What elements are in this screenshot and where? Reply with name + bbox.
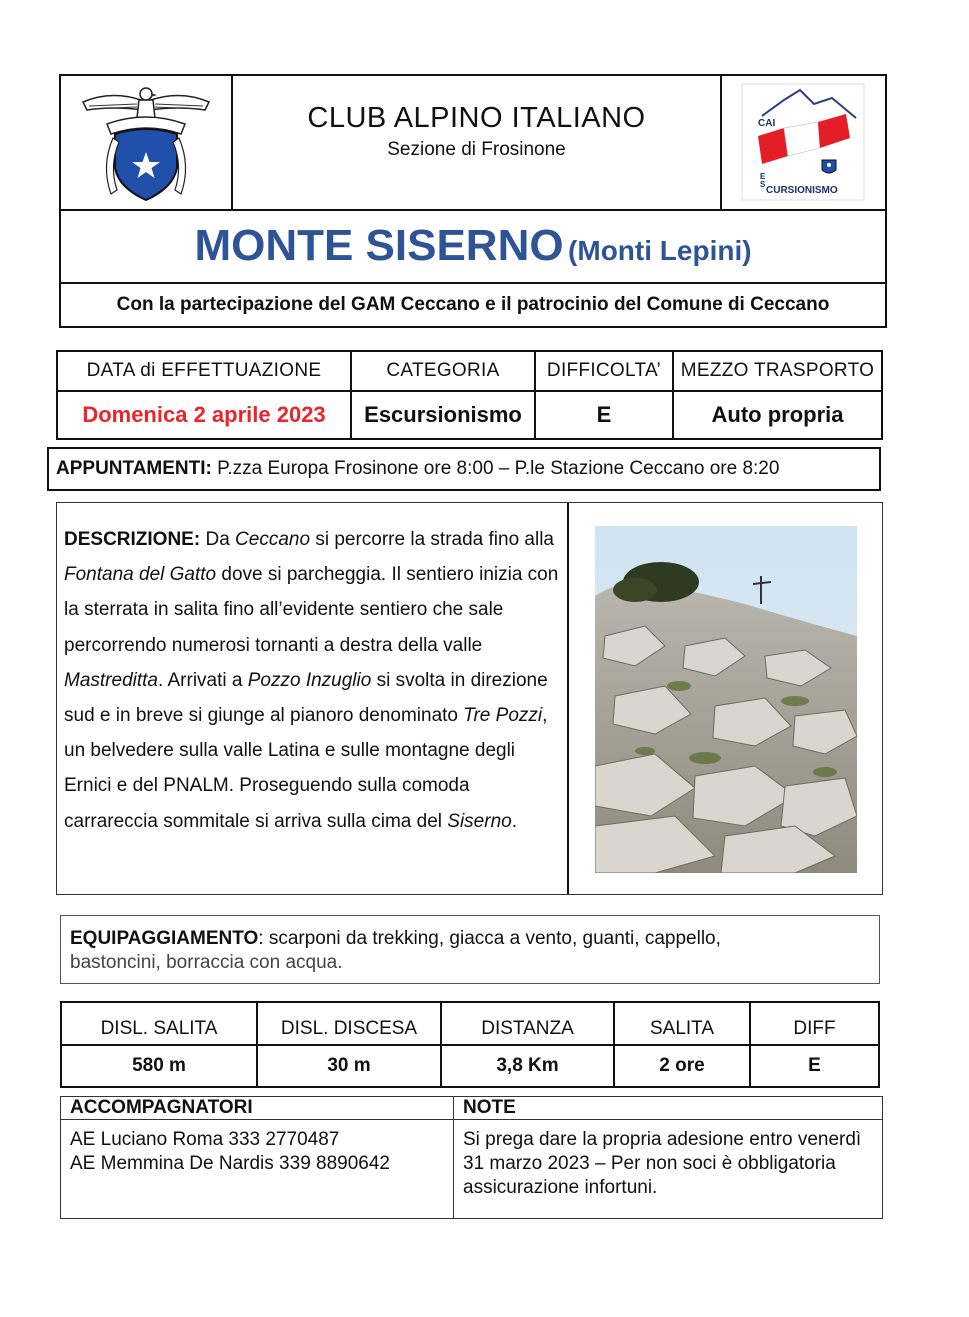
equipment-text-continued: bastoncini, borraccia con acqua. (70, 952, 343, 973)
desc-segment: dove si parcheggia. Il sentiero inizia con la sterrata in salita fino all’evidente sentiero che sale percorrendo numerosi tornanti a destra della valle (64, 564, 559, 656)
appointments-text: P.zza Europa Frosinone ore 8:00 – P.le Stazione Ceccano ore 8:20 (211, 458, 780, 479)
org-name: CLUB ALPINO ITALIANO (307, 102, 646, 134)
equipment-box (60, 915, 880, 984)
transport-header: MEZZO TRASPORTO (673, 351, 882, 391)
guides-cell (61, 1120, 454, 1219)
org-section: Sezione di Frosinone (387, 139, 566, 160)
description-label: DESCRIZIONE: (64, 529, 201, 550)
escursionismo-icon (722, 76, 885, 209)
patronage-line: Con la partecipazione del GAM Ceccano e il patrocinio del Comune di Ceccano (116, 294, 830, 315)
appointments-label: APPUNTAMENTI: (56, 458, 212, 479)
ascent-value: 580 m (61, 1045, 257, 1087)
desc-segment: . Arrivati a (157, 669, 248, 691)
ascent-header: DISL. SALITA (61, 1002, 257, 1045)
event-subtitle: (Monti Lepini) (568, 235, 752, 266)
mountain-summit-image (595, 526, 857, 873)
category-header: CATEGORIA (351, 351, 535, 391)
diff-value: E (750, 1045, 879, 1087)
svg-text:S: S (760, 180, 766, 189)
event-info-table (56, 350, 883, 440)
header-block (59, 74, 887, 328)
descent-header: DISL. DISCESA (257, 1002, 441, 1045)
event-title: MONTE SISERNO (194, 221, 564, 270)
summit-photo (595, 526, 857, 873)
difficulty-value: E (535, 391, 673, 439)
svg-text:E: E (760, 172, 766, 181)
place-name: Pozzo Inzuglio (247, 669, 372, 691)
time-header: SALITA (614, 1002, 750, 1045)
contacts-value-row (61, 1120, 883, 1219)
guide-contact: AE Luciano Roma 333 2770487 (70, 1129, 340, 1150)
distance-value: 3,8 Km (441, 1045, 614, 1087)
time-value: 2 ore (614, 1045, 750, 1087)
diff-header: DIFF (750, 1002, 879, 1045)
desc-segment: si svolta in direzione sud e in breve si giunge al pianoro denominato (64, 669, 548, 727)
equipment-text: : scarponi da trekking, giacca a vento, guanti, cappello, (258, 928, 721, 949)
desc-segment: . (511, 810, 517, 832)
place-name: Ceccano (235, 529, 311, 550)
eagle-shield-icon (61, 76, 231, 209)
event-title-row (61, 209, 885, 284)
route-stats-table (60, 1001, 880, 1088)
place-name: Siserno (447, 810, 512, 832)
info-header-row (57, 351, 882, 391)
notes-cell: Si prega dare la propria adesione entro venerdì 31 marzo 2023 – Per non soci è obbligatoria assicurazione infortuni. (454, 1120, 883, 1219)
date-header: DATA di EFFETTUAZIONE (57, 351, 351, 391)
contacts-header-row (61, 1097, 883, 1120)
cai-escursionismo-logo (720, 76, 885, 209)
description-box (56, 502, 883, 895)
stats-header-row (61, 1002, 879, 1045)
notes-header: NOTE (454, 1097, 883, 1120)
distance-header: DISTANZA (441, 1002, 614, 1045)
desc-segment: Da (200, 529, 236, 550)
svg-text:CURSIONISMO: CURSIONISMO (766, 185, 838, 196)
contacts-table (60, 1096, 883, 1219)
place-name: Mastreditta (64, 669, 158, 691)
description-text (57, 503, 569, 894)
header-top-row (61, 76, 885, 211)
info-value-row (57, 391, 882, 439)
equipment-label: EQUIPAGGIAMENTO (70, 928, 259, 949)
organization-heading (231, 102, 722, 161)
desc-segment: , un belvedere sulla valle Latina e sulle montagne degli Ernici e del PNALM. Proseguendo sulla comoda carrareccia sommitale si arriva sulla cima del (64, 705, 548, 832)
desc-segment: si percorre la strada fino alla (310, 529, 554, 550)
place-name: Tre Pozzi (463, 705, 543, 727)
appointments-box (47, 447, 881, 491)
stats-value-row (61, 1045, 879, 1087)
place-name: Fontana del Gatto (64, 564, 217, 586)
descent-value: 30 m (257, 1045, 441, 1087)
guides-header: ACCOMPAGNATORI (61, 1097, 454, 1120)
cai-eagle-logo (61, 76, 233, 209)
difficulty-header: DIFFICOLTA’ (535, 351, 673, 391)
transport-value: Auto propria (673, 391, 882, 439)
date-value: Domenica 2 aprile 2023 (57, 391, 351, 439)
guide-contact: AE Memmina De Nardis 339 8890642 (70, 1153, 391, 1174)
category-value: Escursionismo (351, 391, 535, 439)
svg-text:CAI: CAI (758, 118, 776, 129)
